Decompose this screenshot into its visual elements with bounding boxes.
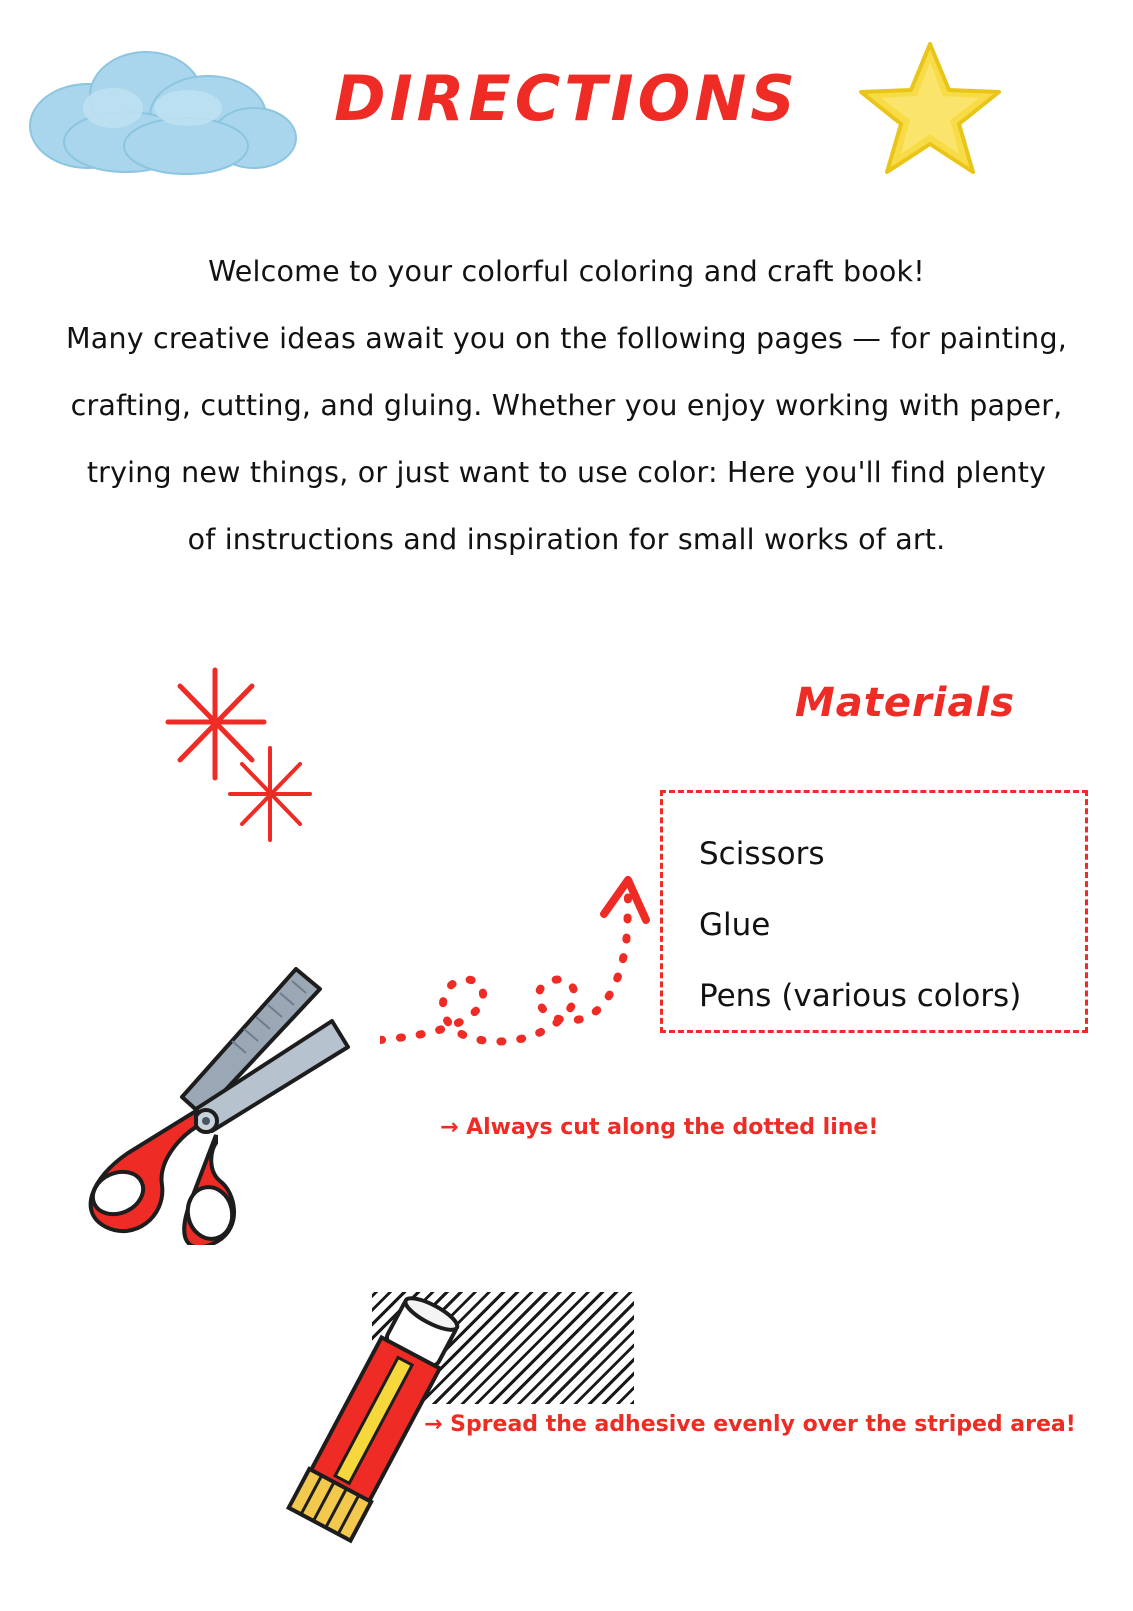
materials-list xyxy=(660,790,1088,1033)
page-title: DIRECTIONS xyxy=(334,62,799,135)
intro-line-5: of instructions and inspiration for small works of art. xyxy=(187,523,946,556)
scissors-icon xyxy=(70,955,390,1245)
list-item: Pens (various colors) xyxy=(699,978,1022,1014)
intro-line-3: crafting, cutting, and gluing. Whether you enjoy working with paper, xyxy=(70,389,1063,422)
cut-instruction-note: → Always cut along the dotted line! xyxy=(440,1115,879,1140)
dotted-arrow-icon xyxy=(380,840,680,1070)
intro-line-4: trying new things, or just want to use color: Here you'll find plenty xyxy=(86,456,1047,489)
sparkles-icon xyxy=(160,660,340,860)
intro-line-2: Many creative ideas await you on the following pages — for painting, xyxy=(66,322,1067,355)
intro-paragraph xyxy=(8,238,1125,573)
glue-instruction-note: → Spread the adhesive evenly over the striped area! xyxy=(424,1412,1076,1437)
intro-line-1: Welcome to your colorful coloring and craft book! xyxy=(208,255,925,288)
list-item: Glue xyxy=(699,907,771,943)
page-header xyxy=(0,0,1133,210)
materials-heading: Materials xyxy=(795,680,1015,726)
list-item: Scissors xyxy=(699,836,825,872)
